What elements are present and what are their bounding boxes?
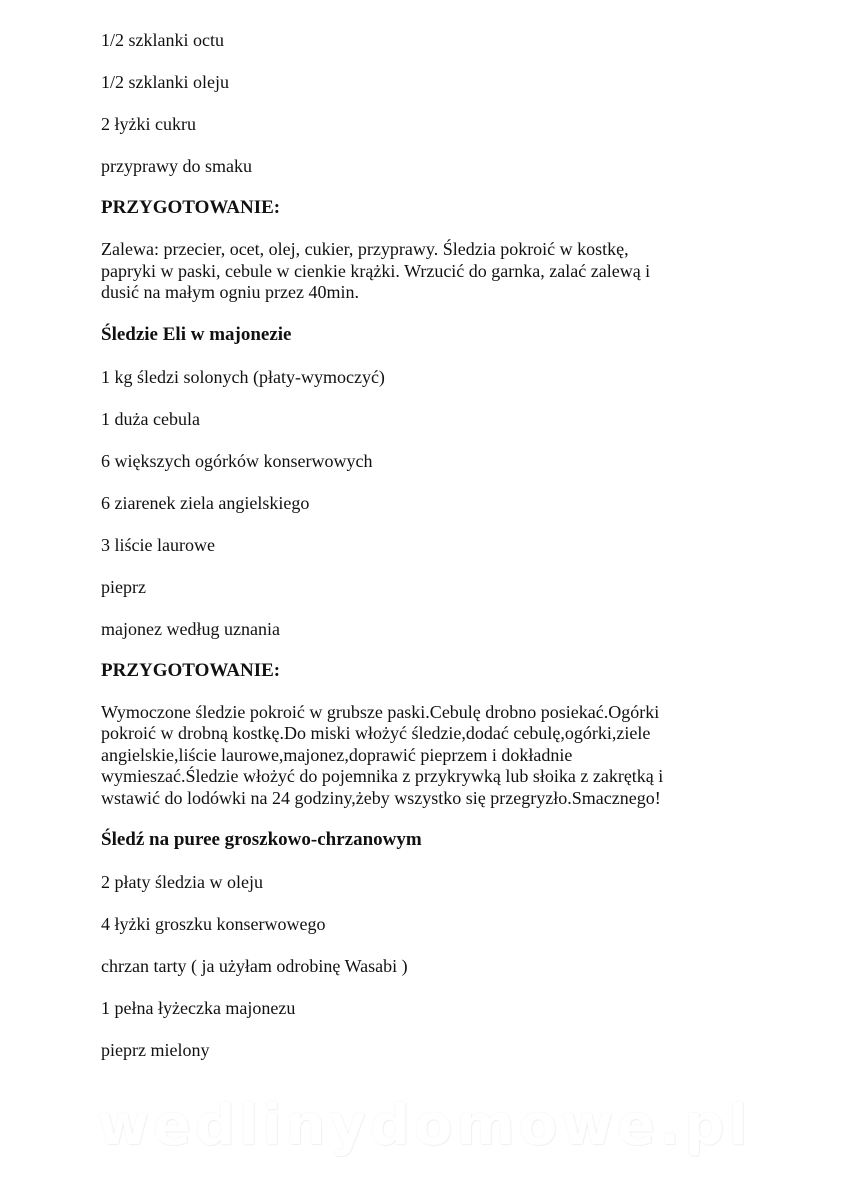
ingredient-line: pieprz — [101, 576, 146, 597]
preparation-line: dusić na małym ogniu przez 40min. — [101, 282, 359, 302]
ingredient-line: 1/2 szklanki octu — [101, 30, 224, 50]
ingredient-line: 2 płaty śledzia w oleju — [101, 872, 263, 892]
recipe-1 — [101, 29, 741, 304]
ingredient-line: 3 liście laurowe — [101, 534, 215, 555]
ingredient-line: 1 kg śledzi solonych (płaty-wymoczyć) — [101, 366, 385, 387]
preparation-heading: PRZYGOTOWANIE: — [101, 659, 281, 681]
recipe-3 — [101, 829, 741, 1061]
preparation-heading: PRZYGOTOWANIE: — [101, 197, 281, 218]
preparation-line: papryki w paski, cebule w cienkie krążki. Wrzucić do garnka, zalać zalewą i — [101, 260, 651, 281]
preparation-line: wymieszać.Śledzie włożyć do pojemnika z przykrywką lub słoika z zakrętką i — [101, 766, 664, 786]
ingredient-line: 6 ziarenek ziela angielskiego — [101, 492, 310, 513]
recipe-2 — [101, 324, 741, 810]
ingredient-line: 1 pełna łyżeczka majonezu — [101, 998, 296, 1018]
ingredient-line: 6 większych ogórków konserwowych — [101, 450, 373, 471]
preparation-line: pokroić w drobną kostkę.Do miski włożyć śledzie,dodać cebulę,ogórki,ziele — [101, 723, 651, 743]
ingredient-line: 4 łyżki groszku konserwowego — [101, 914, 326, 934]
preparation-line: wstawić do lodówki na 24 godziny,żeby wszystko się przegryzło.Smacznego! — [101, 787, 661, 808]
ingredient-line: przyprawy do smaku — [101, 156, 252, 176]
ingredient-line: 1 duża cebula — [101, 408, 200, 429]
preparation-line: angielskie,liście laurowe,majonez,doprawić pieprzem i dokładnie — [101, 744, 573, 765]
watermark: wedlinydomowe.pl — [97, 1093, 752, 1158]
ingredient-line: 1/2 szklanki oleju — [101, 72, 229, 92]
ingredient-line: 2 łyżki cukru — [101, 114, 196, 134]
document-page — [101, 29, 741, 1081]
recipe-title: Śledzie Eli w majonezie — [101, 323, 292, 345]
preparation-text — [101, 702, 741, 810]
recipe-title: Śledź na puree groszkowo-chrzanowym — [101, 829, 422, 850]
preparation-line: Wymoczone śledzie pokroić w grubsze paski.Cebulę drobno posiekać.Ogórki — [101, 701, 660, 722]
preparation-text — [101, 239, 741, 304]
ingredient-line: majonez według uznania — [101, 618, 280, 639]
ingredient-line: chrzan tarty ( ja użyłam odrobinę Wasabi ) — [101, 956, 408, 976]
ingredient-line: pieprz mielony — [101, 1040, 210, 1060]
preparation-line: Zalewa: przecier, ocet, olej, cukier, przyprawy. Śledzia pokroić w kostkę, — [101, 239, 629, 259]
